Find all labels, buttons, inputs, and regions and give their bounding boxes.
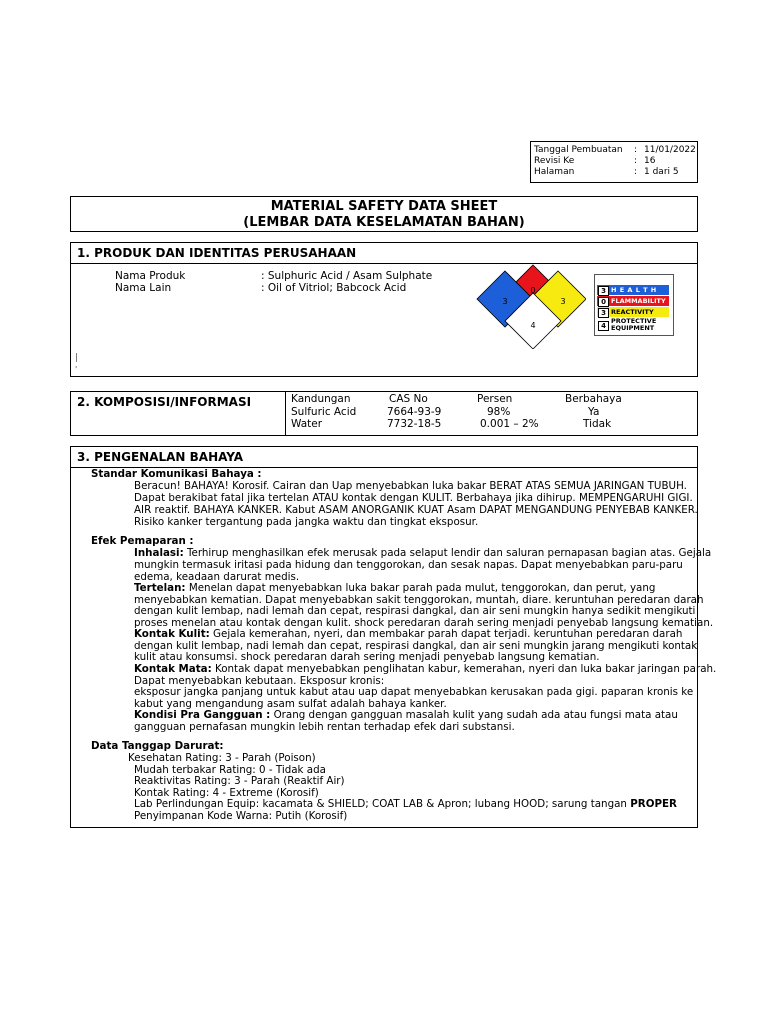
- paragraph-line: kabut yang mengandung asam sulfat adalah bahaya kanker.: [134, 698, 447, 710]
- paragraph-line: Dapat berakibat fatal jika tertelan ATAU kontak dengan KULIT. Berbahaya jika dihirup. MEMPENGARUHI GIGI.: [134, 492, 693, 504]
- info-row-date: Tanggal Pembuatan : 11/01/2022: [534, 145, 696, 155]
- product-name-value: : Sulphuric Acid / Asam Sulphate: [261, 270, 433, 282]
- section-heading: 3. PENGENALAN BAHAYA: [77, 450, 244, 464]
- legend-label: REACTIVITY: [611, 308, 654, 316]
- storage-color-code: Penyimpanan Kode Warna: Putih (Korosif): [134, 810, 348, 822]
- paragraph-line: Gejala kemerahan, nyeri, dan membakar parah dapat terjadi. keruntuhan peredaran darah: [209, 628, 683, 640]
- info-row-revision: Revisi Ke : 16: [534, 156, 656, 166]
- title-line-2: (LEMBAR DATA KESELAMATAN BAHAN): [243, 215, 525, 230]
- table-cell: Tidak: [583, 418, 612, 430]
- col-header-hazardous: Berbahaya: [565, 393, 622, 405]
- pre-existing-condition-label: Kondisi Pra Gangguan :: [134, 709, 271, 721]
- legend-label: H E A L T H: [611, 286, 657, 294]
- paragraph-line: Beracun! BAHAYA! Korosif. Cairan dan Uap menyebabkan luka bakar BERAT ATAS SEMUA JARINGAN TUBUH.: [134, 480, 687, 492]
- rating-line: Kesehatan Rating: 3 - Parah (Poison): [128, 752, 316, 764]
- table-cell: 98%: [487, 406, 511, 418]
- table-cell: Ya: [588, 406, 600, 418]
- paragraph-line: gangguan pernafasan mungkin lebih rentan terhadap efek dari substansi.: [134, 721, 515, 733]
- nfpa-health-value: 3: [502, 297, 508, 306]
- paragraph-line: Kontak dapat menyebabkan penglihatan kabur, kemerahan, nyeri dan luka bakar jaringan parah.: [211, 663, 717, 675]
- col-header-cas: CAS No: [389, 393, 428, 405]
- table-cell: Sulfuric Acid: [291, 406, 357, 418]
- paragraph-line: dengan kulit lembap, nadi lemah dan cepat, respirasi dangkal, dan air seni mungkin jarang mengikuti kontak: [134, 640, 698, 652]
- paragraph-line: Menelan dapat menyebabkan luka bakar parah pada mulut, tenggorokan, dan perut, yang: [185, 582, 656, 594]
- paragraph-line: Terhirup menghasilkan efek merusak pada selaput lendir dan saluran pernapasan bagian atas. Gejala: [183, 547, 712, 559]
- info-value: 16: [644, 156, 656, 166]
- paragraph-line: mungkin termasuk iritasi pada hidung dan tenggorokan, dan sesak napas. Dapat menyebabkan paru-paru: [134, 559, 683, 571]
- rating-line: Reaktivitas Rating: 3 - Parah (Reaktif Air): [134, 775, 345, 787]
- info-label: Halaman: [534, 167, 575, 177]
- paragraph-line: kulit atau konsumsi. shock peredaran darah sering menjadi penyebab langsung kematian.: [134, 651, 600, 663]
- paragraph-line: menyebabkan kematian. Dapat menyebabkan sakit tenggorokan, muntah, diare. keruntuhan peredaran darah: [134, 594, 704, 606]
- hazard-legend: [594, 274, 674, 336]
- info-label: Revisi Ke: [534, 156, 575, 166]
- other-name-value: : Oil of Vitriol; Babcock Acid: [261, 282, 407, 294]
- section-hazard-identification: [70, 446, 717, 828]
- skin-contact-label: Kontak Kulit:: [134, 628, 210, 640]
- legend-label: FLAMMABILITY: [611, 297, 666, 305]
- table-cell: 7732-18-5: [387, 418, 442, 430]
- lab-protection-emphasis: PROPER: [630, 798, 677, 810]
- paragraph-line: dengan kulit lembap, nadi lemah dan cepat, respirasi dangkal, dan air seni mungkin hanya sedikit mengikuti: [134, 605, 696, 617]
- legend-flammability: [597, 296, 669, 306]
- table-cell: 7664-93-9: [387, 406, 442, 418]
- nfpa-flammability-value: 0: [530, 286, 536, 295]
- product-name-label: Nama Produk: [115, 270, 186, 282]
- section-heading: 1. PRODUK DAN IDENTITAS PERUSAHAAN: [77, 246, 357, 260]
- rating-line: Mudah terbakar Rating: 0 - Tidak ada: [134, 764, 326, 776]
- paragraph-line: Orang dengan gangguan masalah kulit yang sudah ada atau fungsi mata atau: [270, 709, 678, 721]
- ingestion-label: Tertelan:: [134, 582, 186, 594]
- nfpa-diamond-icon: [476, 263, 586, 349]
- legend-protective: [597, 318, 669, 332]
- paragraph-line: eksposur jangka panjang untuk kabut atau uap dapat menyebabkan kerusakan pada gigi. paparan kronis ke: [134, 686, 694, 698]
- paragraph-line: Dapat menyebabkan kebutaan. Eksposur kronis:: [134, 675, 385, 687]
- legend-label: PROTECTIVE EQUIPMENT: [611, 317, 657, 332]
- document-info-box: [530, 141, 698, 183]
- table-cell: 0.001 – 2%: [480, 418, 539, 430]
- paragraph-line: edema, keadaan darurat medis.: [134, 571, 300, 583]
- legend-number: 0: [598, 297, 609, 307]
- legend-reactivity: [597, 307, 669, 317]
- paragraph-line: Risiko kanker tergantung pada jangka waktu dan tingkat eksposur.: [134, 516, 479, 528]
- section-composition: [70, 391, 698, 436]
- title-line-1: MATERIAL SAFETY DATA SHEET: [270, 199, 498, 214]
- nfpa-reactivity-value: 3: [560, 297, 566, 306]
- section-product-identity: 1. PRODUK DAN IDENTITAS PERUSAHAAN Nama Produk : Sulphuric Acid / Asam Sulphate Nama Lain : Oil of Vitriol; Babcock Acid 0 3 3 4 | ': [70, 242, 698, 377]
- other-name-label: Nama Lain: [115, 282, 172, 294]
- legend-number: 4: [598, 321, 609, 331]
- paragraph-line: AIR reaktif. BAHAYA KANKER. Kabut ASAM ANORGANIK KUAT Asam DAPAT MENGANDUNG PENYEBAB KANKER.: [134, 504, 698, 516]
- section-heading: 2. KOMPOSISI/INFORMASI: [77, 395, 252, 409]
- document-title: [70, 196, 698, 232]
- emergency-response-title: Data Tanggap Darurat:: [91, 740, 224, 752]
- col-header-percent: Persen: [477, 393, 513, 405]
- legend-health: [597, 285, 669, 295]
- eye-contact-label: Kontak Mata:: [134, 663, 212, 675]
- legend-number: 3: [598, 286, 609, 296]
- paragraph-line: proses menelan atau kontak dengan kulit. shock peredaran darah sering menjadi penyebab langsung kematian.: [134, 617, 714, 629]
- col-header-content: Kandungan: [291, 393, 351, 405]
- info-value: 11/01/2022: [644, 145, 696, 155]
- nfpa-special-value: 4: [530, 321, 536, 330]
- table-cell: Water: [291, 418, 323, 430]
- info-row-page: Halaman : 1 dari 5: [534, 167, 679, 177]
- standard-communication-title: Standar Komunikasi Bahaya :: [91, 468, 262, 480]
- info-value: 1 dari 5: [644, 167, 679, 177]
- info-label: Tanggal Pembuatan: [534, 145, 623, 155]
- rating-line: Kontak Rating: 4 - Extreme (Korosif): [134, 787, 319, 799]
- legend-number: 3: [598, 308, 609, 318]
- inhalation-label: Inhalasi:: [134, 547, 184, 559]
- lab-protection-line: Lab Perlindungan Equip: kacamata & SHIELD; COAT LAB & Apron; lubang HOOD; sarung tangan: [134, 798, 631, 810]
- exposure-effects-title: Efek Pemaparan :: [91, 535, 194, 547]
